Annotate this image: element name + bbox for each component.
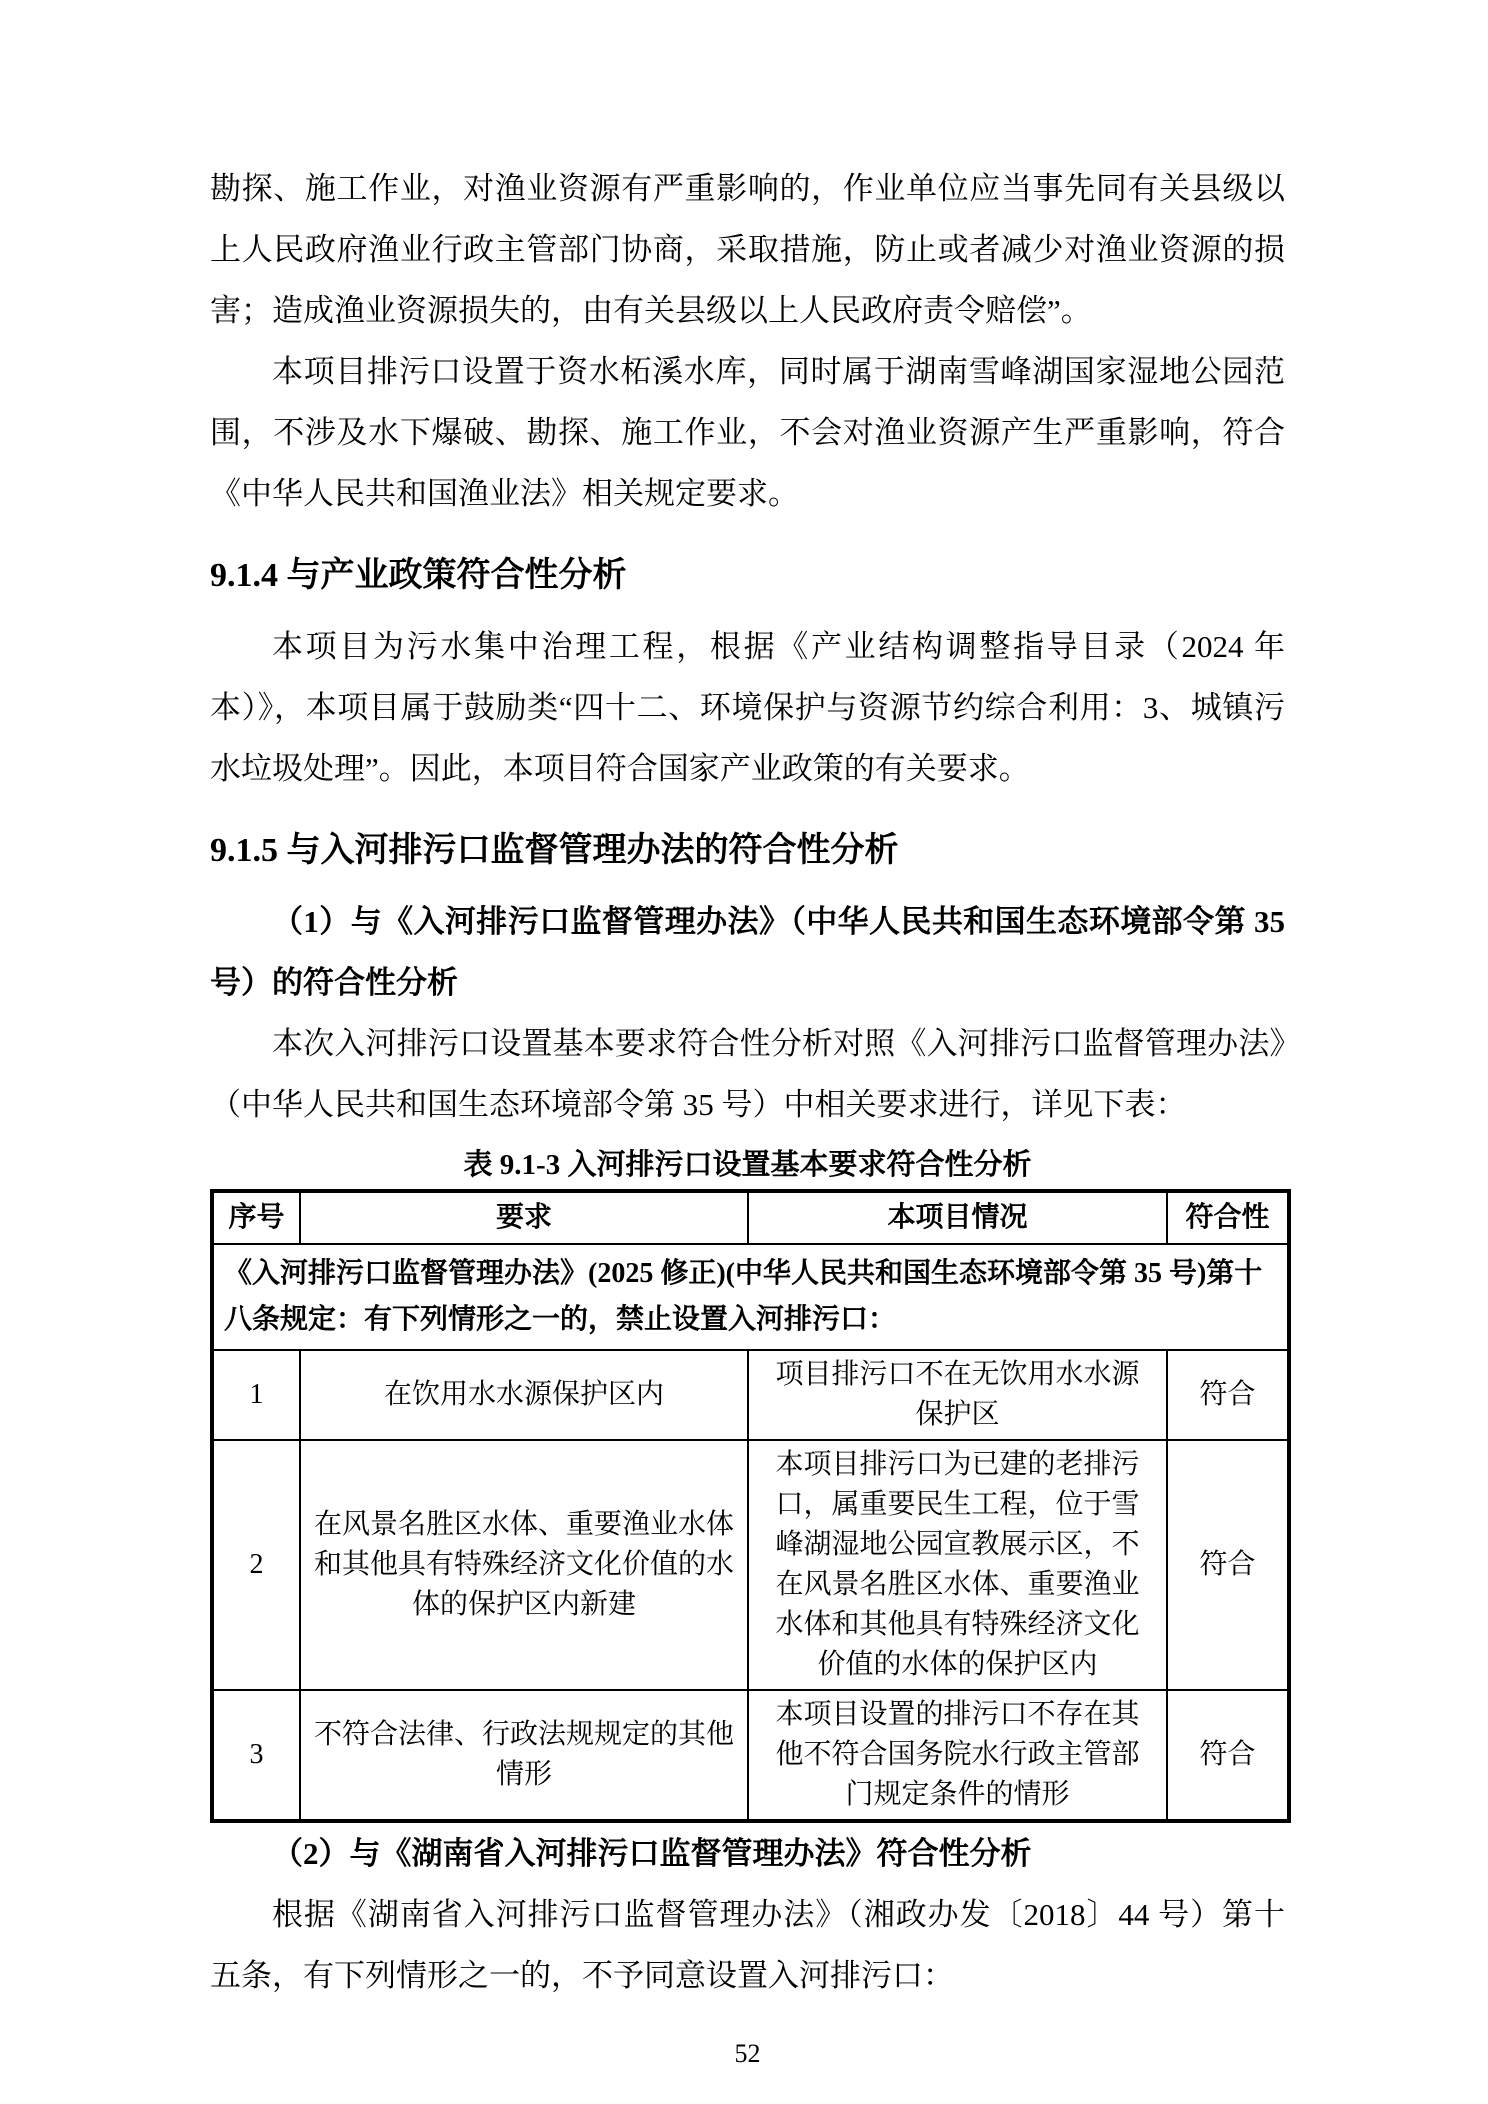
row-project-situation: 本项目设置的排污口不存在其他不符合国务院水行政主管部门规定条件的情形: [748, 1690, 1167, 1821]
row-project-situation: 本项目排污口为已建的老排污口，属重要民生工程，位于雪峰湖湿地公园宣教展示区，不在风景名胜区水体、重要渔业水体和其他具有特殊经济文化价值的水体的保护区内: [748, 1440, 1167, 1690]
page-number: 52: [734, 2039, 761, 2068]
table-note-row: [212, 1244, 1289, 1350]
heading-9-1-4: 9.1.4 与产业政策符合性分析: [210, 557, 627, 594]
row-compliance: 符合: [1167, 1350, 1289, 1440]
table-header-row: [212, 1191, 1289, 1244]
paragraph-table-intro: 本次入河排污口设置基本要求符合性分析对照《入河排污口监督管理办法》（中华人民共和国生态环境部令第 35 号）中相关要求进行，详见下表：: [210, 1026, 1285, 1122]
row-compliance: 符合: [1167, 1440, 1289, 1690]
row-project-situation: 项目排污口不在无饮用水水源保护区: [748, 1350, 1167, 1440]
subheading-1-national-measures: （1）与《入河排污口监督管理办法》（中华人民共和国生态环境部令第 35号）的符合性分析: [210, 904, 1285, 1000]
paragraph-fishery-law-quote: 勘探、施工作业，对渔业资源有严重影响的，作业单位应当事先同有关县级以上人民政府渔业行政主管部门协商，采取措施，防止或者减少对渔业资源的损害；造成渔业资源损失的，由有关县级以上人民政府责令赔偿”。: [210, 171, 1285, 328]
column-header-compliance: 符合性: [1167, 1191, 1289, 1244]
paragraph-hunan-measures: 根据《湖南省入河排污口监督管理办法》（湘政办发〔2018〕44 号）第十五条，有下列情形之一的，不予同意设置入河排污口：: [210, 1897, 1285, 1993]
compliance-analysis-table: [210, 1189, 1291, 1823]
table-row: [212, 1350, 1289, 1440]
paragraph-project-fishery-compliance: 本项目排污口设置于资水柘溪水库，同时属于湖南雪峰湖国家湿地公园范围，不涉及水下爆破、勘探、施工作业，不会对渔业资源产生严重影响，符合《中华人民共和国渔业法》相关规定要求。: [210, 354, 1285, 511]
subheading-2-hunan-measures: （2）与《湖南省入河排污口监督管理办法》符合性分析: [272, 1836, 1032, 1871]
row-index: 1: [212, 1350, 300, 1440]
row-requirement: 不符合法律、行政法规规定的其他情形: [300, 1690, 748, 1821]
table-row: [212, 1690, 1289, 1821]
table-row: [212, 1440, 1289, 1690]
heading-9-1-5: 9.1.5 与入河排污口监督管理办法的符合性分析: [210, 832, 899, 869]
row-index: 3: [212, 1690, 300, 1821]
column-header-index: 序号: [212, 1191, 300, 1244]
column-header-requirement: 要求: [300, 1191, 748, 1244]
row-requirement: 在风景名胜区水体、重要渔业水体和其他具有特殊经济文化价值的水体的保护区内新建: [300, 1440, 748, 1690]
table-note: 《入河排污口监督管理办法》(2025 修正)(中华人民共和国生态环境部令第 35 号)第十八条规定：有下列情形之一的，禁止设置入河排污口：: [212, 1244, 1289, 1350]
row-requirement: 在饮用水水源保护区内: [300, 1350, 748, 1440]
row-compliance: 符合: [1167, 1690, 1289, 1821]
row-index: 2: [212, 1440, 300, 1690]
table-title: 表 9.1-3 入河排污口设置基本要求符合性分析: [463, 1149, 1032, 1181]
column-header-project-situation: 本项目情况: [748, 1191, 1167, 1244]
paragraph-industrial-policy: 本项目为污水集中治理工程，根据《产业结构调整指导目录（2024 年本）》，本项目属于鼓励类“四十二、环境保护与资源节约综合利用：3、城镇污水垃圾处理”。因此，本项目符合国家产业政策的有关要求。: [210, 629, 1285, 786]
